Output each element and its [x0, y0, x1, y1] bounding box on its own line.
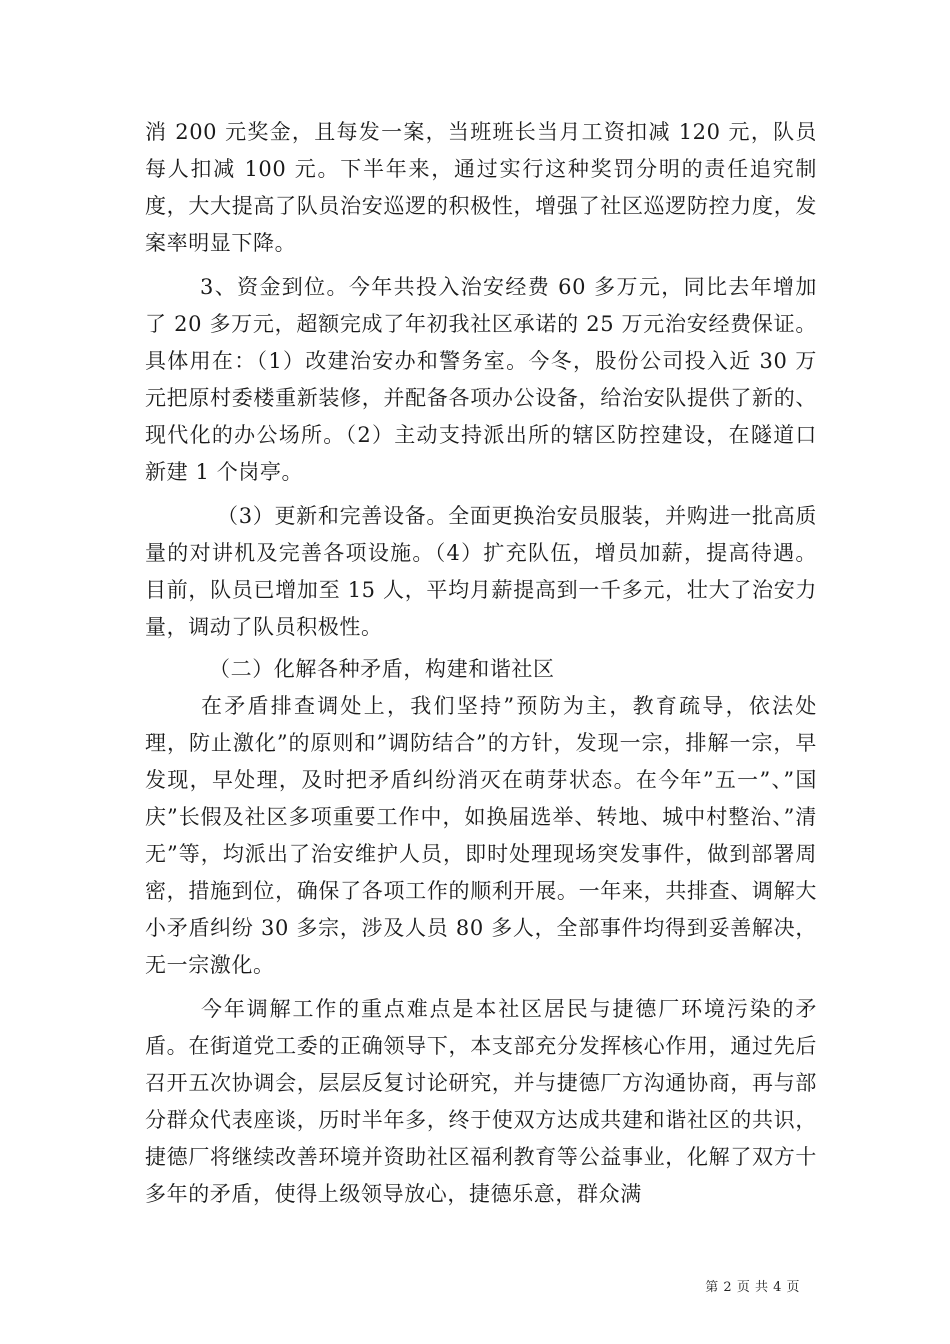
page-number: 第 2 页 共 4 页	[705, 1280, 800, 1295]
paragraph-equipment: （3）更新和完善设备。全面更换治安员服装，并购进一批高质量的对讲机及完善各项设施。（4）扩充队伍，增员加薪，提高待遇。目前，队员已增加至 15 人，平均月薪提高到一千多元，壮大了治安力量，调动了队员积极性。	[145, 504, 817, 639]
document-body	[145, 114, 817, 1213]
paragraph-funding: 3、资金到位。今年共投入治安经费 60 多万元，同比去年增加了 20 多万元，超额完成了年初我社区承诺的 25 万元治安经费保证。具体用在：（1）改建治安办和警务室。今冬，股份公司投入近 30 万元把原村委楼重新装修，并配备各项办公设备，给治安队提供了新的、现代化的办公场所。（2）主动支持派出所的辖区防控建设，在隧道口新建 1 个岗亭。	[145, 275, 817, 484]
section-heading: （二）化解各种矛盾，构建和谐社区	[209, 657, 555, 681]
paragraph-mediation: 今年调解工作的重点难点是本社区居民与捷德厂环境污染的矛盾。在街道党工委的正确领导下，本支部充分发挥核心作用，通过先后召开五次协调会，层层反复讨论研究，并与捷德厂方沟通协商，再与部分群众代表座谈，历时半年多，终于使双方达成共建和谐社区的共识，捷德厂将继续改善环境并资助社区福利教育等公益事业，化解了双方十多年的矛盾，使得上级领导放心，捷德乐意，群众满	[145, 997, 817, 1206]
paragraph-reward-penalty: 消 200 元奖金，且每发一案，当班班长当月工资扣减 120 元，队员每人扣减 100 元。下半年来，通过实行这种奖罚分明的责任追究制度，大大提高了队员治安巡逻的积极性，增强了社区巡逻防控力度，发案率明显下降。	[145, 120, 817, 255]
paragraph-conflict-resolution: 在矛盾排查调处上，我们坚持”预防为主，教育疏导，依法处理，防止激化”的原则和”调防结合”的方针，发现一宗，排解一宗，早发现，早处理，及时把矛盾纠纷消灭在萌芽状态。在今年”五一”、”国庆”长假及社区多项重要工作中，如换届选举、转地、城中村整治、”清无”等，均派出了治安维护人员，即时处理现场突发事件，做到部署周密，措施到位，确保了各项工作的顺利开展。一年来，共排查、调解大小矛盾纠纷 30 多宗，涉及人员 80 多人，全部事件均得到妥善解决，无一宗激化。	[145, 694, 817, 977]
